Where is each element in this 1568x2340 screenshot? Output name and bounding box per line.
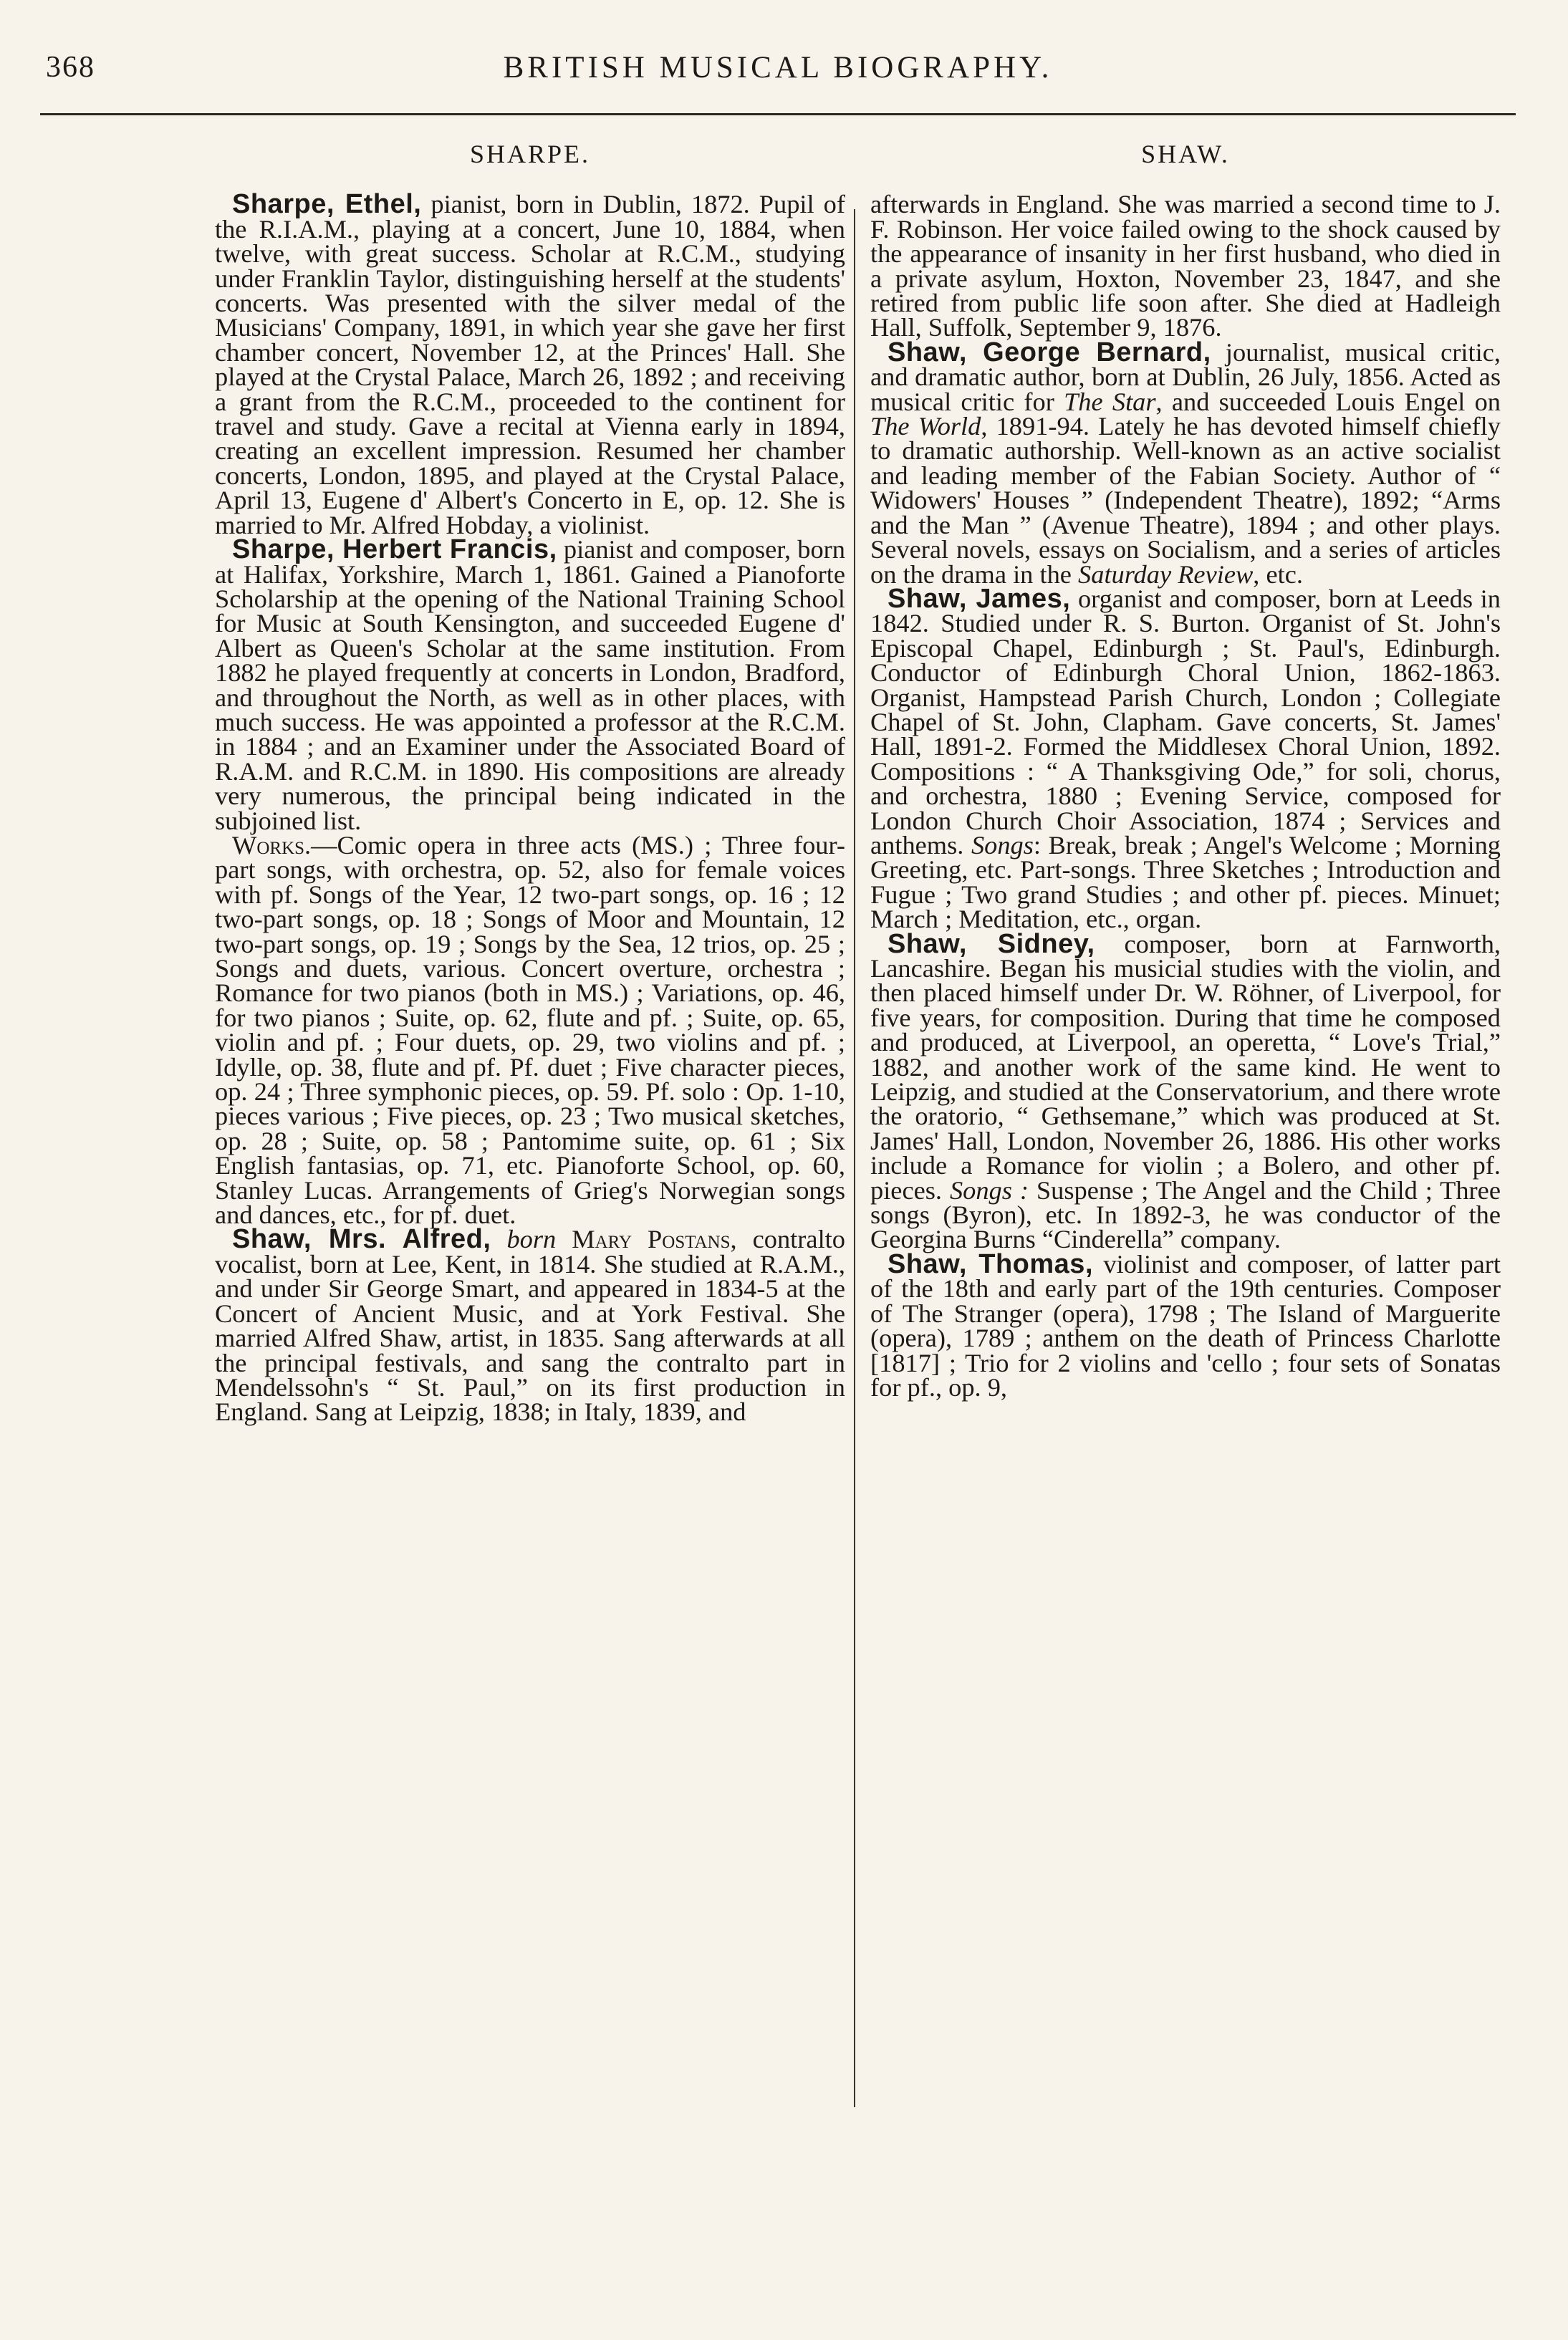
entry-text: pianist and composer, born at Halifax, Yorkshire, March 1, 1861. Gained a Pianoforte Scholarship at the opening of the National Training School for Music at South Kensington, and succeeded Eugene d' Albert as Queen's Scholar at the same institution. From 1882 he played frequently at concerts in London, Bradford, and throughout the North, as well as in other places, with much success. He was appointed a professor at the R.C.M. in 1884 ; and an Examiner under the Associated Board of R.A.M. and R.C.M. in 1890. His compositions are already very numerous, the principal being indicated in the subjoined list.: [215, 535, 845, 835]
songs-label: Songs :: [949, 1175, 1029, 1205]
newspaper-title: Saturday Review: [1078, 559, 1254, 589]
entry-text: journalist, musical critic, and dramatic author, born at Dublin, 26 July, 1856. Acted as musical critic for: [870, 337, 1501, 416]
entry-text: , etc.: [1253, 559, 1303, 589]
works-text: —Comic opera in three acts (MS.) ; Three four-part songs, with orchestra, op. 52, also for female voices with pf. Songs of the Year, 12 two-part songs, op. 16 ; 12 two-part songs, op. 18 ; Songs of Moor and Mountain, 12 two-part songs, op. 19 ; Songs by the Sea, 12 trios, op. 25 ; Songs and duets, various. Concert overture, orchestra ; Romance for two pianos (both in MS.) ; Variations, op. 46, for two pianos ; Suite, op. 62, flute and pf. ; Suite, op. 65, violin and pf. ; Four duets, op. 29, two violins and pf. ; Idylle, op. 38, flute and pf. Pf. duet ; Five character pieces, op. 24 ; Three symphonic pieces, op. 59. Pf. solo : Op. 1-10, pieces various ; Five pieces, op. 23 ; Two musical sketches, op. 28 ; Suite, op. 58 ; Pantomime suite, op. 61 ; Six English fantasias, op. 71, etc. Pianoforte School, op. 60, Stanley Lucas. Arrangements of Grieg's Norwegian songs and dances, etc., for pf. duet.: [215, 830, 845, 1230]
headword: Shaw, Sidney,: [888, 928, 1095, 959]
headword: Shaw, Thomas,: [888, 1248, 1094, 1279]
entry-shaw-mrs-alfred: [215, 1224, 845, 1427]
newspaper-title: The Star: [1064, 387, 1156, 416]
entry-text: composer, born at Farnworth, Lancashire. Began his musicial studies with the violin, and then placed himself under Dr. W. Röhner, of Liverpool, for five years, for composition. During that time he composed and produced, at Liverpool, an operetta, “ Love's Trial,” 1882, and another work of the same kind. He went to Leipzig, and studied at the Conservatorium, and there wrote the oratorio, “ Gethsemane,” which was produced at St. James' Hall, London, November 26, 1886. His other works include a Romance for violin ; a Bolero, and other pf. pieces.: [870, 929, 1501, 1205]
maiden-name: Mary Postans,: [572, 1225, 737, 1254]
right-column: [870, 142, 1501, 1400]
entry-shaw-james: [870, 583, 1501, 934]
page-header: [40, 50, 1516, 115]
column-divider: [854, 209, 855, 2107]
entry-continuation: afterwards in England. She was married a second time to J. F. Robinson. Her voice failed owing to the shock caused by the appearance of insanity in her first husband, who died in a private asylum, Hoxton, November 23, 1847, and she retired from public life soon after. She died at Hadleigh Hall, Suffolk, September 9, 1876.: [870, 190, 1501, 342]
page-number: 368: [46, 51, 95, 84]
headword: Sharpe, Ethel,: [232, 189, 422, 220]
headword: Shaw, Mrs. Alfred,: [232, 1224, 491, 1255]
right-column-title: SHAW.: [1141, 140, 1230, 168]
entry-text: contralto vocalist, born at Lee, Kent, in 1814. She studied at R.A.M., and under Sir George Smart, and appeared in 1834-5 at the Concert of Ancient Music, and at York Festival. She married Alfred Shaw, artist, in 1835. Sang afterwards at all the principal festivals, and sang the contralto part in Mendelssohn's “ St. Paul,” on its first production in England. Sang at Leipzig, 1838; in Italy, 1839, and: [215, 1225, 845, 1427]
newspaper-title: The World: [870, 412, 981, 441]
header-rule: [40, 113, 1516, 115]
headword: Shaw, James,: [888, 583, 1071, 614]
headword: Sharpe, Herbert Francis,: [232, 534, 557, 565]
entry-shaw-george-bernard: [870, 337, 1501, 589]
left-column-title: SHARPE.: [469, 140, 591, 168]
entry-text: , and succeeded Louis Engel on: [1155, 387, 1501, 416]
entry-shaw-sidney: [870, 928, 1501, 1254]
works-label: Works.: [232, 830, 312, 860]
songs-label: Songs: [971, 830, 1034, 860]
running-title: BRITISH MUSICAL BIOGRAPHY.: [503, 51, 1053, 85]
headword: Shaw, George Bernard,: [888, 337, 1211, 367]
entry-sharpe-ethel: [215, 189, 845, 539]
entry-text: organist and composer, born at Leeds in 1842. Studied under R. S. Burton. Organist of St. John's Episcopal Chapel, Edinburgh ; St. Paul's, Edinburgh. Conductor of Edinburgh Choral Union, 1862-1863. Organist, Hampstead Parish Church, London ; Collegiate Chapel of St. John, Clapham. Gave concerts, St. James' Hall, 1891-2. Formed the Middlesex Choral Union, 1892. Compositions : “ A Thanksgiving Ode,” for soli, chorus, and orchestra, 1880 ; Evening Service, composed for London Church Choir Association, 1874 ; Services and anthems.: [870, 584, 1501, 860]
works-list: [215, 830, 845, 1230]
born-label: born: [506, 1225, 557, 1254]
entry-text: , 1891-94. Lately he has devoted himself chiefly to dramatic authorship. Well-known as an active socialist and leading member of the Fabian Society. Author of “ Widowers' Houses ” (Independent Theatre), 1892; “Arms and the Man ” (Avenue Theatre), 1894 ; and other plays. Several novels, essays on Socialism, and a series of articles on the drama in the: [870, 412, 1501, 589]
left-column: [215, 142, 845, 1425]
entry-text: pianist, born in Dublin, 1872. Pupil of the R.I.A.M., playing at a concert, June 10, 1884, when twelve, with great success. Scholar at R.C.M., studying under Franklin Taylor, distinguishing herself at the students' concerts. Was presented with the silver medal of the Musicians' Company, 1891, in which year she gave her first chamber concert, November 12, at the Princes' Hall. She played at the Crystal Palace, March 26, 1892 ; and receiving a grant from the R.C.M., proceeded to the continent for travel and study. Gave a recital at Vienna early in 1894, creating an excellent impression. Resumed her chamber concerts, London, 1895, and played at the Crystal Palace, April 13, Eugene d' Albert's Concerto in E, op. 12. She is married to Mr. Alfred Hobday, a violinist.: [215, 190, 845, 539]
entry-sharpe-herbert-francis: [215, 534, 845, 835]
entry-text: violinist and composer, of latter part of the 18th and early part of the 19th centuries. Composer of The Stranger (opera), 1798 ; The Island of Marguerite (opera), 1789 ; anthem on the death of Princess Charlotte [1817] ; Trio for 2 violins and 'cello ; four sets of Sonatas for pf., op. 9,: [870, 1249, 1501, 1402]
entry-shaw-thomas: [870, 1248, 1501, 1402]
entry-text: : Break, break ; Angel's Welcome ; Morning Greeting, etc. Part-songs. Three Sketches ; Introduction and Fugue ; Two grand Studies ; and other pf. pieces. Minuet; March ; Meditation, etc., organ.: [870, 830, 1501, 934]
entry-text: Suspense ; The Angel and the Child ; Three songs (Byron), etc. In 1892-3, he was conductor of the Georgina Burns “Cinderella” company.: [870, 1175, 1501, 1254]
